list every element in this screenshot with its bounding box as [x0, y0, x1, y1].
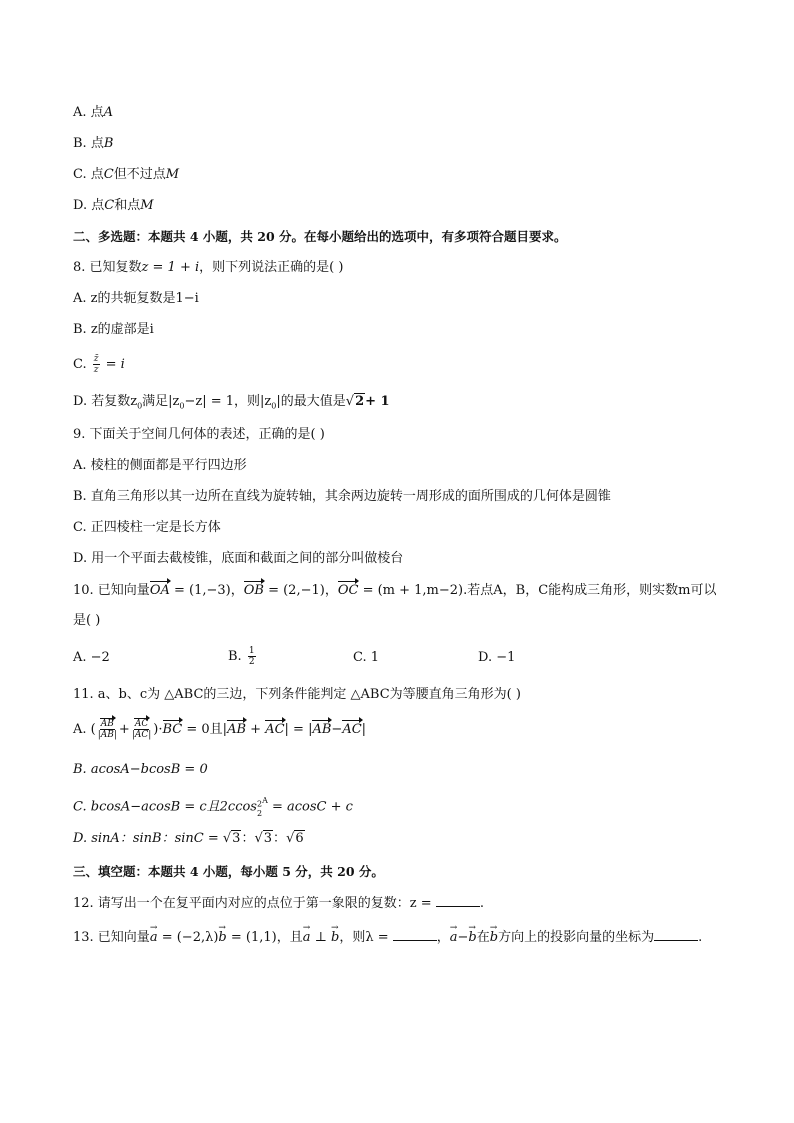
q7-option-a: A. 点A: [73, 105, 114, 120]
q10-options-row: [73, 646, 733, 669]
q12-answer-blank[interactable]: [436, 894, 480, 907]
q11-option-d: D. sinA：sinB：sinC = √3：√3：√6: [73, 831, 304, 846]
q8-option-d: D. 若复数$z_0$满足$|z_0-z| = 1$，则$|z_0|$的最大值是√2+ 1: [73, 394, 390, 411]
q10-option-d: D. −1: [478, 650, 516, 665]
q11-option-b: B. acosA−bcosB = 0: [73, 762, 208, 777]
section-header-fill-in: 三、填空题：本题共 4 小题，每小题 5 分，共 20 分。: [73, 864, 384, 879]
q13-projection-blank[interactable]: [654, 928, 698, 941]
q10-option-a: A. −2: [73, 650, 110, 665]
q10-option-c: C. 1: [353, 650, 380, 665]
q13-lambda-blank[interactable]: [393, 928, 437, 941]
q8-option-a: A. z的共轭复数是1−i: [73, 291, 199, 306]
q8-c-fraction: $\frac{z̄}{z}$: [93, 354, 99, 375]
section-header-multiple-choice: 二、多选题：本题共 4 小题，共 20 分。在每小题给出的选项中，有多项符合题目要求。: [73, 229, 567, 244]
q9-option-b: B. 直角三角形以其一边所在直线为旋转轴，其余两边旋转一周形成的面所围成的几何体是圆锥: [73, 489, 611, 504]
q9-option-c: C. 正四棱柱一定是长方体: [73, 520, 221, 535]
q12-stem: 12. 请写出一个在复平面内对应的点位于第一象限的复数：z = .: [73, 896, 484, 911]
q9-option-d: D. 用一个平面去截棱锥，底面和截面之间的部分叫做棱台: [73, 551, 404, 566]
q8-option-b: B. z的虚部是i: [73, 322, 154, 337]
q7-option-c: C. 点C但不过点M: [73, 167, 180, 182]
q8-option-c: C. $\frac{z̄}{z}$ = i: [73, 354, 125, 375]
q8-stem: 8. 已知复数z = 1 + i，则下列说法正确的是( ): [73, 260, 344, 275]
q7-option-d: D. 点C和点M: [73, 198, 154, 213]
q10-option-b: B. $\frac{1}{2}$: [228, 646, 255, 667]
sqrt-symbol: √2: [345, 394, 365, 409]
q9-option-a: A. 棱柱的侧面都是平行四边形: [73, 458, 247, 473]
q13-stem: 13. 已知向量→ a = (−2,λ)→ b = (1,1)，且→ a ⊥ → b，则λ = ，→ a−→ b在→ b方向上的投影向量的坐标为 .: [73, 928, 702, 947]
q9-stem: 9. 下面关于空间几何体的表述，正确的是( ): [73, 427, 325, 442]
q11-stem: 11. a、b、c为 △ABC的三边，下列条件能判定 △ABC为等腰直角三角形为( ): [73, 687, 521, 702]
q10-stem-continued: 是( ): [73, 613, 101, 628]
q11-option-c: C. bcosA−acosB = c且2ccos $2^A$ 2 = acosC + c: [73, 796, 353, 818]
q11-option-a: A. ( $\frac{AB}{|AB|}$ + $\frac{AC}{|AC|}$ )·BC = 0且|AB + AC| = |AB−AC|: [73, 719, 367, 740]
q7-option-b: B. 点B: [73, 136, 114, 151]
q10-stem: 10. 已知向量OA = (1,−3)，OB = (2,−1)，OC = (m + 1,m−2).若点A，B，C能构成三角形，则实数m可以: [73, 583, 717, 598]
